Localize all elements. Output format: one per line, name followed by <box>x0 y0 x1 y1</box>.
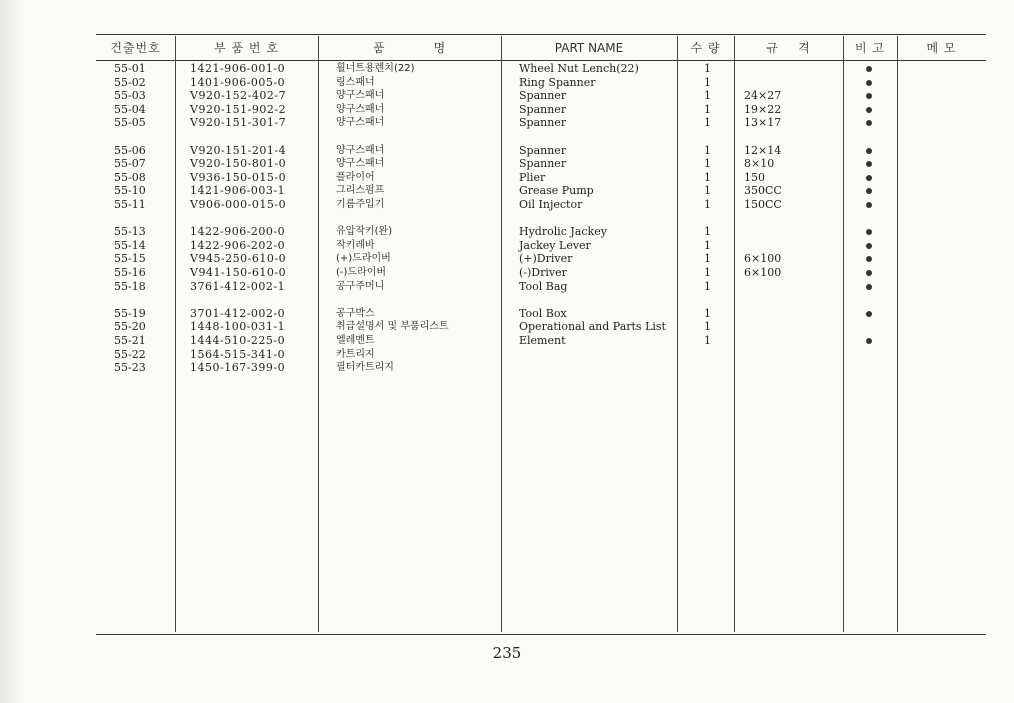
cell-part-name: Spanner <box>519 89 567 102</box>
cell-qty: 1 <box>704 280 711 293</box>
cell-qty: 1 <box>704 89 711 102</box>
cell-qty: 1 <box>704 198 711 211</box>
cell-spec: 150CC <box>744 198 782 211</box>
page-number: 235 <box>492 644 522 662</box>
table-row <box>96 266 986 280</box>
table-row <box>96 116 986 130</box>
header-spec: 규 격 <box>766 41 811 55</box>
header-memo: 메 모 <box>926 41 957 55</box>
cell-part-name: (+)Driver <box>519 252 573 265</box>
header-kor-name: 품 명 <box>372 41 447 55</box>
cell-kor-name: 플라이어 <box>336 172 375 183</box>
table-row <box>96 307 986 321</box>
table-row <box>96 334 986 348</box>
cell-part-name: Tool Box <box>519 307 567 320</box>
cell-part-name: Operational and Parts List <box>519 320 666 333</box>
cell-part-no: 1564-515-341-0 <box>190 348 286 361</box>
cell-spec: 6×100 <box>744 252 782 265</box>
cell-qty: 1 <box>704 307 711 320</box>
cell-spec: 13×17 <box>744 116 782 129</box>
cell-part-no: V936-150-015-0 <box>190 171 287 184</box>
cell-part-no: V906-000-015-0 <box>190 198 287 211</box>
cell-part-no: V920-151-201-4 <box>190 144 287 157</box>
header-note: 비 고 <box>855 41 885 55</box>
table-row <box>96 198 986 212</box>
table-top-rule <box>96 34 986 35</box>
note-dot-icon <box>866 307 872 321</box>
table-row <box>96 76 986 90</box>
cell-part-name: (-)Driver <box>519 266 567 279</box>
cell-part-no: 1401-906-005-0 <box>190 76 286 89</box>
cell-part-no: V920-152-402-7 <box>190 89 287 102</box>
header-qty: 수 량 <box>690 41 721 55</box>
cell-kor-name: 카트리지 <box>336 349 375 360</box>
cell-kor-name: 양구스패너 <box>336 145 385 156</box>
table-header-rule <box>96 60 986 61</box>
cell-part-no: 1422-906-202-0 <box>190 239 286 252</box>
cell-part-no: 3701-412-002-0 <box>190 307 286 320</box>
cell-qty: 1 <box>704 320 711 333</box>
note-dot-icon <box>866 184 872 198</box>
table-row <box>96 348 986 362</box>
note-dot-icon <box>866 103 872 117</box>
cell-kor-name: 휠너트용렌치(22) <box>336 63 415 74</box>
cell-qty: 1 <box>704 116 711 129</box>
table-row <box>96 280 986 294</box>
cell-spec: 12×14 <box>744 144 782 157</box>
cell-part-no: 3761-412-002-1 <box>190 280 286 293</box>
cell-kor-name: 기름주입기 <box>336 199 385 210</box>
note-dot-icon <box>866 89 872 103</box>
cell-part-name: Spanner <box>519 144 567 157</box>
note-dot-icon <box>866 171 872 185</box>
cell-no: 55-10 <box>114 184 146 197</box>
cell-part-name: Jackey Lever <box>519 239 591 252</box>
cell-no: 55-03 <box>114 89 146 102</box>
cell-qty: 1 <box>704 103 711 116</box>
cell-kor-name: 양구스패너 <box>336 90 385 101</box>
cell-qty: 1 <box>704 62 711 75</box>
note-dot-icon <box>866 198 872 212</box>
cell-no: 55-19 <box>114 307 146 320</box>
note-dot-icon <box>866 62 872 76</box>
cell-part-no: 1421-906-001-0 <box>190 62 286 75</box>
cell-no: 55-18 <box>114 280 146 293</box>
cell-spec: 19×22 <box>744 103 782 116</box>
cell-part-name: Tool Bag <box>519 280 568 293</box>
table-row <box>96 184 986 198</box>
cell-part-name: Element <box>519 334 566 347</box>
cell-part-no: 1422-906-200-0 <box>190 225 286 238</box>
note-dot-icon <box>866 144 872 158</box>
cell-kor-name: 필터카트리지 <box>336 362 394 373</box>
note-dot-icon <box>866 239 872 253</box>
cell-kor-name: (+)드라이버 <box>336 253 391 264</box>
cell-qty: 1 <box>704 239 711 252</box>
cell-part-name: Plier <box>519 171 546 184</box>
table-row <box>96 320 986 334</box>
cell-part-no: V920-151-902-2 <box>190 103 287 116</box>
cell-spec: 24×27 <box>744 89 782 102</box>
cell-qty: 1 <box>704 334 711 347</box>
table-row <box>96 225 986 239</box>
page-edge-shadow <box>0 0 26 703</box>
table-row <box>96 144 986 158</box>
cell-no: 55-21 <box>114 334 146 347</box>
note-dot-icon <box>866 116 872 130</box>
header-part-no: 부 품 번 호 <box>214 41 279 55</box>
cell-part-no: V945-250-610-0 <box>190 252 287 265</box>
note-dot-icon <box>866 76 872 90</box>
cell-no: 55-15 <box>114 252 146 265</box>
note-dot-icon <box>866 252 872 266</box>
cell-part-name: Wheel Nut Lench(22) <box>519 62 639 75</box>
cell-no: 55-11 <box>114 198 146 211</box>
table-row <box>96 361 986 375</box>
cell-part-name: Oil Injector <box>519 198 583 211</box>
cell-no: 55-16 <box>114 266 146 279</box>
header-no: 건출번호 <box>110 41 161 55</box>
cell-part-name: Spanner <box>519 116 567 129</box>
cell-spec: 8×10 <box>744 157 775 170</box>
cell-qty: 1 <box>704 76 711 89</box>
cell-part-no: 1448-100-031-1 <box>190 320 286 333</box>
table-row <box>96 252 986 266</box>
note-dot-icon <box>866 334 872 348</box>
note-dot-icon <box>866 266 872 280</box>
header-part-name: PART NAME <box>554 41 624 55</box>
cell-kor-name: 작키레바 <box>336 240 375 251</box>
note-dot-icon <box>866 280 872 294</box>
cell-kor-name: 공구주머니 <box>336 281 385 292</box>
cell-no: 55-08 <box>114 171 146 184</box>
cell-no: 55-04 <box>114 103 146 116</box>
note-dot-icon <box>866 157 872 171</box>
cell-part-name: Grease Pump <box>519 184 594 197</box>
cell-kor-name: 그리스펌프 <box>336 185 385 196</box>
cell-no: 55-22 <box>114 348 146 361</box>
cell-no: 55-13 <box>114 225 146 238</box>
cell-qty: 1 <box>704 184 711 197</box>
cell-no: 55-06 <box>114 144 146 157</box>
cell-no: 55-07 <box>114 157 146 170</box>
table-row <box>96 62 986 76</box>
cell-kor-name: 공구박스 <box>336 308 375 319</box>
cell-part-no: 1450-167-399-0 <box>190 361 286 374</box>
cell-qty: 1 <box>704 252 711 265</box>
cell-part-no: V920-151-301-7 <box>190 116 287 129</box>
cell-kor-name: 취급설명서 및 부품리스트 <box>336 321 449 332</box>
cell-kor-name: 양구스패너 <box>336 104 385 115</box>
cell-kor-name: (-)드라이버 <box>336 267 387 278</box>
cell-part-name: Spanner <box>519 157 567 170</box>
cell-spec: 150 <box>744 171 765 184</box>
cell-qty: 1 <box>704 266 711 279</box>
cell-part-name: Hydrolic Jackey <box>519 225 607 238</box>
table-row <box>96 171 986 185</box>
note-dot-icon <box>866 225 872 239</box>
cell-kor-name: 엘레멘트 <box>336 335 375 346</box>
cell-qty: 1 <box>704 171 711 184</box>
cell-no: 55-20 <box>114 320 146 333</box>
cell-qty: 1 <box>704 157 711 170</box>
cell-part-no: 1421-906-003-1 <box>190 184 286 197</box>
cell-no: 55-23 <box>114 361 146 374</box>
cell-kor-name: 양구스패너 <box>336 158 385 169</box>
cell-no: 55-05 <box>114 116 146 129</box>
cell-part-no: V920-150-801-0 <box>190 157 287 170</box>
table-row <box>96 239 986 253</box>
cell-spec: 6×100 <box>744 266 782 279</box>
cell-qty: 1 <box>704 144 711 157</box>
cell-kor-name: 양구스패너 <box>336 117 385 128</box>
cell-kor-name: 유압작키(완) <box>336 226 393 237</box>
cell-no: 55-14 <box>114 239 146 252</box>
cell-part-no: V941-150-610-0 <box>190 266 287 279</box>
cell-no: 55-02 <box>114 76 146 89</box>
table-row <box>96 157 986 171</box>
table-row <box>96 89 986 103</box>
table-bottom-rule <box>96 634 986 635</box>
table-row <box>96 103 986 117</box>
cell-part-no: 1444-510-225-0 <box>190 334 286 347</box>
cell-part-name: Spanner <box>519 103 567 116</box>
cell-kor-name: 링스패너 <box>336 77 375 88</box>
cell-part-name: Ring Spanner <box>519 76 596 89</box>
cell-no: 55-01 <box>114 62 146 75</box>
cell-qty: 1 <box>704 225 711 238</box>
cell-spec: 350CC <box>744 184 782 197</box>
